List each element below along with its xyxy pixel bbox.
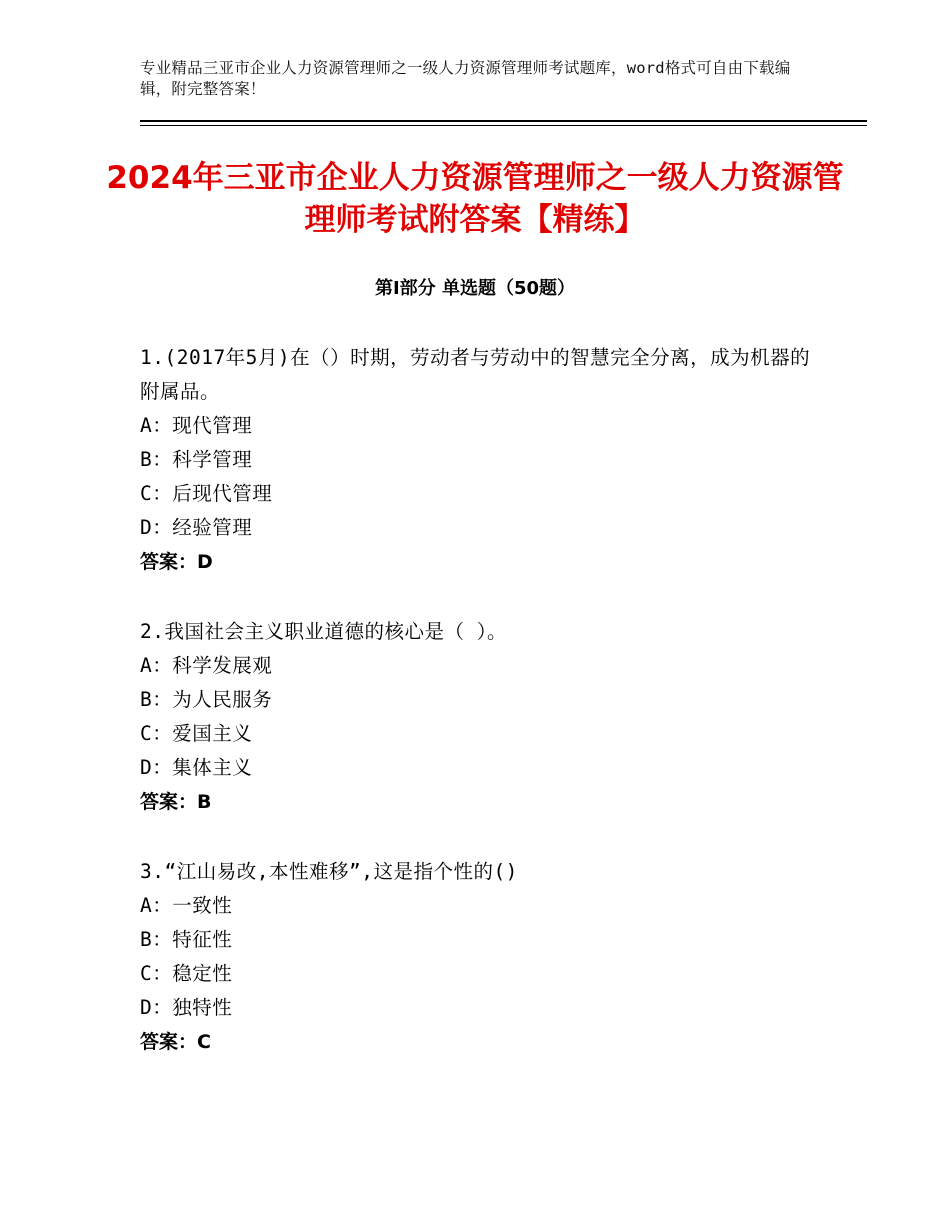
option-d: D：集体主义 xyxy=(140,756,253,779)
header-rule-thin xyxy=(140,125,867,126)
option-a: A：科学发展观 xyxy=(140,654,273,677)
question-stem: 2.我国社会主义职业道德的核心是（ ）。 xyxy=(140,620,507,643)
answer-line: 答案：C xyxy=(140,1031,211,1053)
document-title: 2024年三亚市企业人力资源管理师之一级人力资源管理师考试附答案【精练】 xyxy=(106,160,844,238)
section-heading: 第Ⅰ部分 单选题（50题） xyxy=(374,278,575,299)
option-a: A：一致性 xyxy=(140,894,233,917)
header-note: 专业精品三亚市企业人力资源管理师之一级人力资源管理师考试题库，word格式可自由下载编辑，附完整答案！ xyxy=(140,59,791,98)
question-list xyxy=(140,341,820,1095)
header-rule-thick xyxy=(140,120,867,122)
question-stem: 1.(2017年5月)在（）时期，劳动者与劳动中的智慧完全分离，成为机器的附属品。 xyxy=(140,346,811,403)
option-c: C：稳定性 xyxy=(140,962,233,985)
option-c: C：后现代管理 xyxy=(140,482,273,505)
option-d: D：经验管理 xyxy=(140,516,253,539)
question-stem: 3.“江山易改,本性难移”,这是指个性的() xyxy=(140,860,518,883)
option-b: B：为人民服务 xyxy=(140,688,273,711)
option-b: B：特征性 xyxy=(140,928,233,951)
option-b: B：科学管理 xyxy=(140,448,253,471)
question-2 xyxy=(140,615,820,819)
answer-line: 答案：B xyxy=(140,791,212,813)
option-a: A：现代管理 xyxy=(140,414,253,437)
option-d: D：独特性 xyxy=(140,996,233,1019)
option-c: C：爱国主义 xyxy=(140,722,253,745)
question-3 xyxy=(140,855,820,1059)
answer-line: 答案：D xyxy=(140,551,213,573)
question-1 xyxy=(140,341,820,579)
